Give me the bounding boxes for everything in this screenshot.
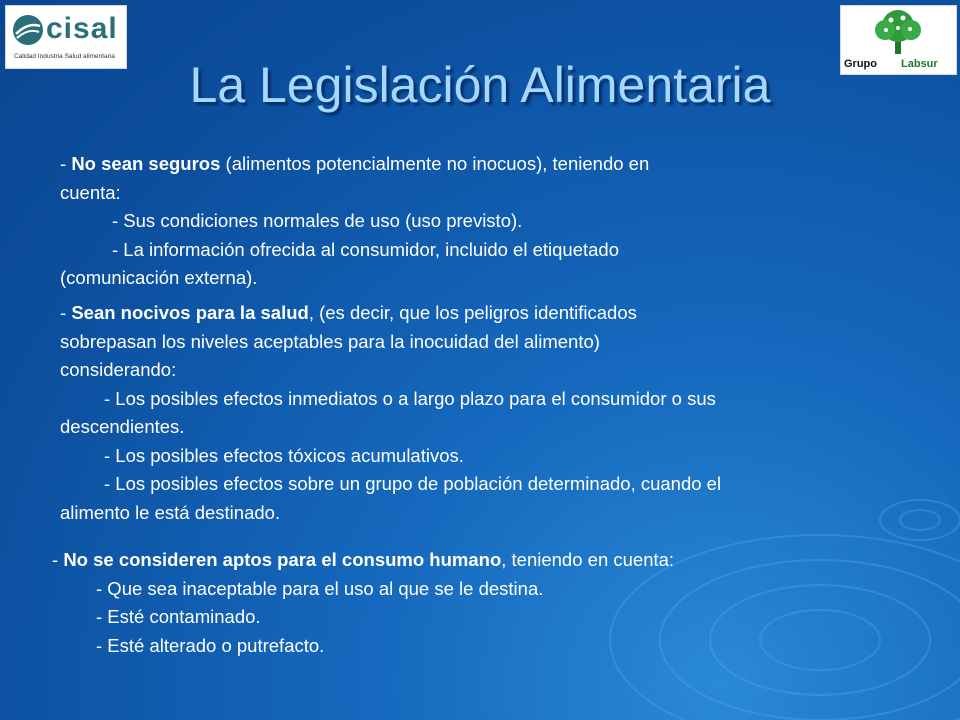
section2-line8: alimento le está destinado. (60, 501, 281, 523)
section2-text: , (es decir, que los peligros identificados (308, 302, 637, 323)
section2-line5: descendientes. (60, 416, 185, 437)
section2-subitem-grupo: - Los posibles efectos sobre un grupo de población determinado, cuando el (104, 473, 722, 494)
section2-line1 (60, 299, 920, 328)
slide-title: La Legislación Alimentaria (189, 57, 771, 113)
section1-line2: cuenta: (60, 181, 121, 203)
cisal-swirl-icon (12, 14, 44, 46)
section3-subitem-contaminado: - Esté contaminado. (96, 606, 261, 627)
section2-subitem-toxicos: - Los posibles efectos tóxicos acumulativos. (104, 444, 464, 466)
section-no-seguros (60, 150, 920, 293)
section1-subitem-uso: - Sus condiciones normales de uso (uso previsto). (112, 210, 523, 231)
section3-text: , teniendo en cuenta: (501, 549, 675, 570)
section3-subitem-alterado: - Esté alterado o putrefacto. (96, 634, 325, 656)
section-no-aptos (52, 546, 912, 660)
section1-heading: No sean seguros (71, 153, 221, 174)
cisal-logo-tagline: Calidad Industria Salud alimentaria (14, 53, 115, 60)
logo-text-grupo: Grupo (844, 58, 877, 70)
section1-line5: (comunicación externa). (60, 267, 258, 288)
section3-subitem-inaceptable: - Que sea inaceptable para el uso al que se le destina. (96, 577, 544, 599)
section-nocivos (60, 299, 920, 527)
section2-heading: Sean nocivos para la salud (71, 302, 309, 323)
section2-subitem-efectos-inmediatos: - Los posibles efectos inmediatos o a largo plazo para el consumidor o sus (104, 387, 716, 409)
section1-subitem-informacion: - La información ofrecida al consumidor, incluido el etiquetado (112, 238, 619, 260)
tree-icon (841, 6, 956, 58)
bullet-dash: - (60, 302, 72, 323)
bullet-dash: - (60, 153, 72, 174)
section2-line2: sobrepasan los niveles aceptables para la inocuidad del alimento) (60, 330, 600, 352)
section1-line1 (60, 150, 920, 179)
section3-line1 (52, 546, 912, 575)
section1-text: (alimentos potencialmente no inocuos), teniendo en (220, 153, 650, 174)
section2-line3: considerando: (60, 359, 177, 380)
cisal-logo-name: cisal (46, 12, 118, 45)
section3-heading: No se consideren aptos para el consumo humano (63, 549, 502, 570)
bullet-dash: - (52, 549, 64, 570)
logo-text-labsur: Labsur (901, 58, 938, 70)
